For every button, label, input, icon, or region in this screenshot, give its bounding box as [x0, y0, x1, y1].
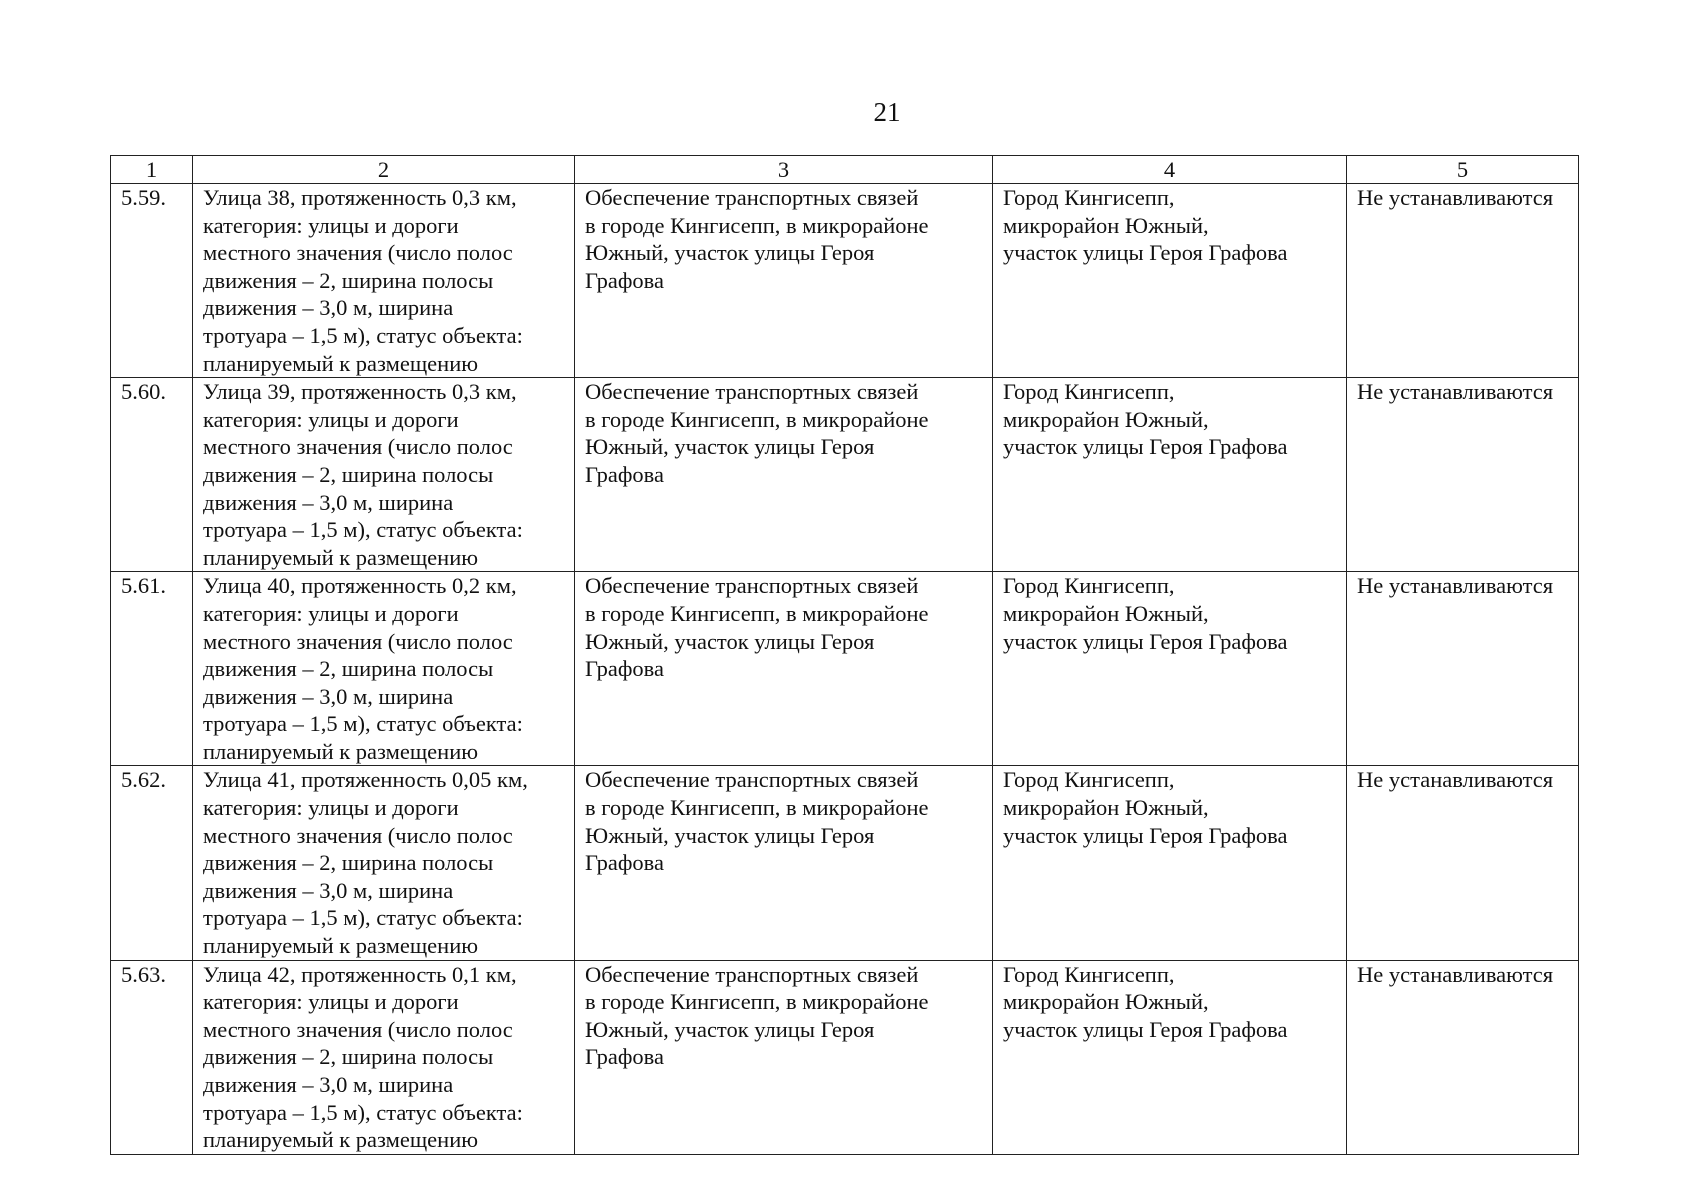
row-number-text: 5.62. [121, 767, 166, 793]
object-purpose-text: Обеспечение транспортных связей в городе Кингисепп, в микрорайоне Южный, участок улицы Героя Графова [585, 379, 929, 487]
page-number: 21 [873, 97, 901, 127]
object-zones-text: Не устанавливаются [1357, 379, 1554, 405]
table-row [111, 572, 1579, 766]
object-zones [1347, 766, 1579, 960]
object-zones [1347, 378, 1579, 572]
row-number [111, 378, 193, 572]
row-number [111, 960, 193, 1154]
row-number [111, 766, 193, 960]
object-zones-text: Не устанавливаются [1357, 961, 1554, 987]
header-row [111, 156, 1579, 184]
object-location [993, 960, 1347, 1154]
object-description-text: Улица 42, протяженность 0,1 км, категория: улицы и дороги местного значения (число полос движения – 2, ширина полосы движения – 3,0 м, ширина тротуара – 1,5 м), статус объекта: планируемый к размещению [203, 961, 523, 1153]
row-number-text: 5.63. [121, 961, 166, 987]
object-purpose [575, 184, 993, 378]
object-purpose-text: Обеспечение транспортных связей в городе Кингисепп, в микрорайоне Южный, участок улицы Героя Графова [585, 961, 929, 1070]
object-description-text: Улица 38, протяженность 0,3 км, категория: улицы и дороги местного значения (число полос движения – 2, ширина полосы движения – 3,0 м, ширина тротуара – 1,5 м), статус объекта: планируемый к размещению [203, 185, 523, 376]
object-purpose-text: Обеспечение транспортных связей в городе Кингисепп, в микрорайоне Южный, участок улицы Героя Графова [585, 185, 929, 293]
column-header-5: 5 [1347, 156, 1579, 184]
column-header-1: 1 [111, 156, 193, 184]
object-zones [1347, 960, 1579, 1154]
object-location-text: Город Кингисепп, микрорайон Южный, участок улицы Героя Графова [1003, 573, 1288, 654]
row-number [111, 572, 193, 766]
object-zones-text: Не устанавливаются [1357, 767, 1554, 793]
object-purpose-text: Обеспечение транспортных связей в городе Кингисепп, в микрорайоне Южный, участок улицы Героя Графова [585, 767, 929, 876]
object-location [993, 766, 1347, 960]
column-header-4: 4 [993, 156, 1347, 184]
object-purpose [575, 960, 993, 1154]
object-description [193, 378, 575, 572]
object-location [993, 378, 1347, 572]
object-description-text: Улица 41, протяженность 0,05 км, категория: улицы и дороги местного значения (число полос движения – 2, ширина полосы движения – 3,0 м, ширина тротуара – 1,5 м), статус объекта: планируемый к размещению [203, 767, 528, 959]
table-row [111, 766, 1579, 960]
row-number-text: 5.61. [121, 573, 166, 599]
table-row [111, 378, 1579, 572]
object-zones [1347, 184, 1579, 378]
object-zones [1347, 572, 1579, 766]
object-description [193, 960, 575, 1154]
table-row [111, 960, 1579, 1154]
object-description [193, 572, 575, 766]
column-header-2: 2 [193, 156, 575, 184]
object-purpose [575, 378, 993, 572]
row-number [111, 184, 193, 378]
object-zones-text: Не устанавливаются [1357, 573, 1554, 599]
object-location-text: Город Кингисепп, микрорайон Южный, участок улицы Героя Графова [1003, 961, 1288, 1042]
row-number-text: 5.60. [121, 379, 166, 405]
objects-table [110, 155, 1579, 1155]
object-purpose-text: Обеспечение транспортных связей в городе Кингисепп, в микрорайоне Южный, участок улицы Героя Графова [585, 573, 929, 682]
object-zones-text: Не устанавливаются [1357, 185, 1554, 210]
object-location-text: Город Кингисепп, микрорайон Южный, участок улицы Героя Графова [1003, 185, 1288, 266]
object-location [993, 572, 1347, 766]
object-description [193, 184, 575, 378]
object-location-text: Город Кингисепп, микрорайон Южный, участок улицы Героя Графова [1003, 767, 1288, 848]
object-description [193, 766, 575, 960]
object-description-text: Улица 40, протяженность 0,2 км, категория: улицы и дороги местного значения (число полос движения – 2, ширина полосы движения – 3,0 м, ширина тротуара – 1,5 м), статус объекта: планируемый к размещению [203, 573, 523, 764]
object-location-text: Город Кингисепп, микрорайон Южный, участок улицы Героя Графова [1003, 379, 1288, 460]
table-row [111, 184, 1579, 378]
object-location [993, 184, 1347, 378]
object-description-text: Улица 39, протяженность 0,3 км, категория: улицы и дороги местного значения (число полос движения – 2, ширина полосы движения – 3,0 м, ширина тротуара – 1,5 м), статус объекта: планируемый к размещению [203, 379, 523, 570]
column-header-3: 3 [575, 156, 993, 184]
object-purpose [575, 572, 993, 766]
object-purpose [575, 766, 993, 960]
row-number-text: 5.59. [121, 185, 166, 210]
